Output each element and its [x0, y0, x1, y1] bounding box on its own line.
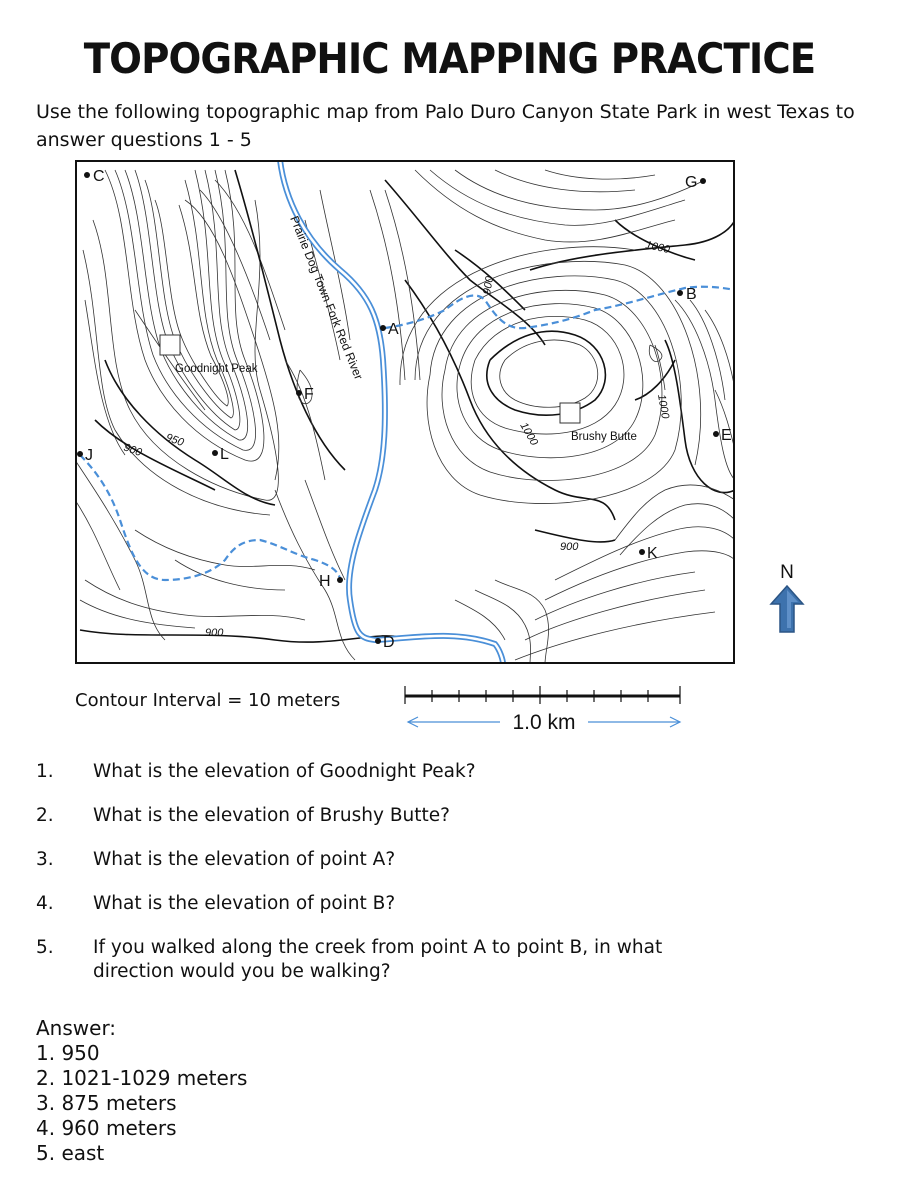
point-f-label: F — [304, 386, 314, 403]
brushy-butte-summit-marker — [560, 403, 580, 423]
index-contours — [80, 170, 735, 642]
point-c-dot — [84, 172, 90, 178]
point-l-label: L — [220, 446, 229, 463]
point-g-dot — [700, 178, 706, 184]
contour-label-900-south: 900 — [560, 541, 579, 553]
goodnight-peak-label: Goodnight Peak — [175, 363, 258, 375]
goodnight-peak-contours — [83, 170, 285, 515]
answer-item: 4. 960 meters — [36, 1116, 177, 1140]
answer-item: 1. 950 — [36, 1041, 100, 1065]
goodnight-peak-summit-marker — [160, 335, 180, 355]
north-label: N — [780, 562, 794, 583]
point-h-label: H — [319, 573, 331, 590]
topographic-map — [75, 160, 735, 664]
point-c-label: C — [93, 168, 105, 185]
question-number: 2. — [36, 805, 54, 826]
question-text: What is the elevation of point A? — [93, 849, 396, 870]
answers-block — [36, 1016, 247, 1166]
north-arrow — [767, 560, 807, 640]
point-e-label: E — [721, 427, 732, 444]
point-k-dot — [639, 549, 645, 555]
point-d-dot — [375, 638, 381, 644]
point-e-dot — [713, 431, 719, 437]
brushy-butte-contours — [370, 170, 705, 504]
point-b-dot — [677, 290, 683, 296]
question-number: 4. — [36, 893, 54, 914]
question-text: What is the elevation of Brushy Butte? — [93, 805, 450, 826]
question-text: If you walked along the creek from point A to point B, in what direction would you be walking? — [93, 937, 663, 982]
point-h-dot — [337, 577, 343, 583]
intro-text: Use the following topographic map from Palo Duro Canyon State Park in west Texas to answer questions 1 - 5 — [36, 101, 855, 151]
contour-label-1000-east: 1000 — [655, 393, 672, 420]
question-number: 5. — [36, 937, 54, 958]
contour-label-950: 950 — [163, 431, 186, 450]
contour-label-900-southwest: 900 — [205, 627, 224, 639]
point-f-dot — [296, 390, 302, 396]
answer-item: 2. 1021-1029 meters — [36, 1066, 248, 1090]
question-text: What is the elevation of point B? — [93, 893, 396, 914]
point-j-dot — [77, 451, 83, 457]
point-b-label: B — [686, 286, 697, 303]
scale-label: 1.0 km — [512, 711, 576, 734]
river-label: Prairie Dog Town Fork Red River — [287, 213, 366, 382]
point-l-dot — [212, 450, 218, 456]
question-text: What is the elevation of Goodnight Peak? — [93, 761, 476, 782]
contour-label-1000-north: 1000 — [644, 239, 671, 257]
answers-heading: Answer: — [36, 1016, 117, 1040]
map-frame — [76, 161, 734, 663]
brushy-butte-label: Brushy Butte — [571, 431, 637, 443]
contour-interval: Contour Interval = 10 meters — [75, 690, 341, 711]
point-g-label: G — [685, 174, 698, 191]
scale-bar — [400, 684, 690, 734]
contour-label-900-west: 900 — [121, 441, 144, 460]
answer-item: 3. 875 meters — [36, 1091, 177, 1115]
question-number: 1. — [36, 761, 54, 782]
point-d-label: D — [383, 634, 395, 651]
answer-item: 5. east — [36, 1141, 105, 1165]
contour-label-1000-butte: 1000 — [517, 420, 541, 448]
point-j-label: J — [85, 447, 93, 464]
point-k-label: K — [647, 545, 658, 562]
page-title: TOPOGRAPHIC MAPPING PRACTICE — [83, 34, 816, 83]
point-a-dot — [380, 325, 386, 331]
river — [280, 160, 503, 664]
point-a-label: A — [388, 321, 399, 338]
question-number: 3. — [36, 849, 54, 870]
contour-label-900-north: 900 — [481, 275, 497, 296]
